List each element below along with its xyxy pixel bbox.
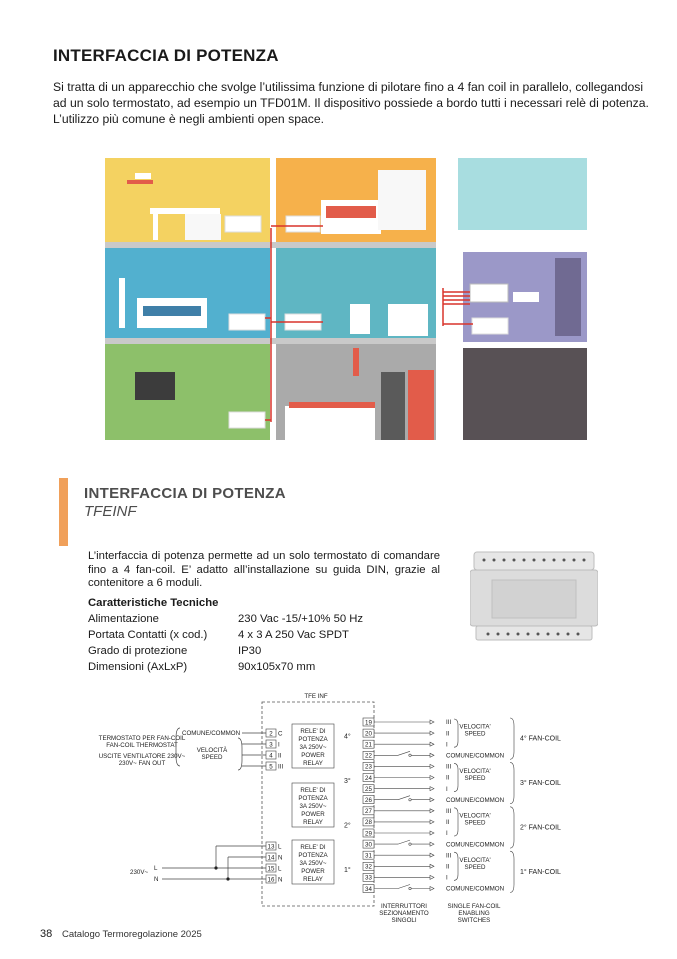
svg-text:RELE' DI: RELE' DI — [300, 844, 326, 851]
spec-label: Dimensioni (AxLxP) — [88, 661, 188, 673]
channel-rank: 2° — [344, 822, 351, 830]
speed-label: SPEED — [464, 730, 486, 738]
svg-text:RELE' DI: RELE' DI — [300, 787, 326, 794]
common-label: COMUNE/COMMON — [446, 752, 505, 760]
bottom-label-it: INTERRUTTORI — [381, 903, 427, 910]
terminal-tag: L — [278, 865, 282, 873]
terminal-tag: I — [278, 741, 280, 749]
terminal-number: 32 — [365, 863, 372, 871]
thermostat-label: TERMOSTATO PER FAN-COIL — [98, 735, 186, 742]
relay-block — [292, 724, 334, 768]
terminal-number: 19 — [365, 719, 372, 727]
svg-text:POTENZA: POTENZA — [298, 736, 328, 743]
velocita-label: VELOCITA' — [459, 812, 491, 820]
fancoil-label: 1° FAN-COIL — [520, 868, 561, 876]
velocita-label: VELOCITA' — [459, 723, 491, 731]
speed-label: SPEED — [464, 863, 486, 871]
supply-l: L — [154, 865, 158, 872]
spec-value: 90x105x70 mm — [238, 661, 316, 673]
terminal-number: 29 — [365, 830, 372, 838]
terminal-tag: III — [278, 763, 284, 771]
speed-mark: II — [446, 819, 450, 827]
outputs-label: USCITE VENTILATORE 230V~ — [98, 753, 186, 760]
speed-mark: I — [446, 741, 448, 749]
product-description: L’interfaccia di potenza permette ad un solo termostato di comandare fino a 4 fan-coil. E’ adatto all’installazione su guida DIN, grazie al contenitore a 6 moduli. — [88, 550, 440, 589]
bottom-label-it: SEZIONAMENTO — [379, 910, 429, 917]
fancoil-label: 3° FAN-COIL — [520, 780, 561, 788]
terminal-13: 13 — [267, 843, 275, 851]
specs-title: Caratteristiche Tecniche — [88, 597, 219, 609]
svg-text:POTENZA: POTENZA — [298, 852, 328, 859]
speed-label: SPEED — [464, 819, 486, 827]
speed-mark: II — [446, 730, 450, 738]
terminal-3: 3 — [269, 741, 273, 749]
fancoil-label: 4° FAN-COIL — [520, 735, 561, 743]
spec-label: Grado di protezione — [88, 645, 188, 657]
spec-value: IP30 — [238, 645, 262, 657]
bottom-label-it: SINGOLI — [391, 917, 417, 924]
spec-value: 230 Vac -15/+10% 50 Hz — [238, 613, 364, 625]
speed-mark: II — [446, 863, 450, 871]
svg-text:RELAY: RELAY — [303, 876, 323, 883]
speed-mark: III — [446, 719, 452, 727]
velocita-label: VELOCITA' — [459, 856, 491, 864]
speed-label: SPEED — [464, 775, 486, 783]
terminal-number: 22 — [365, 752, 372, 760]
velocita-label: VELOCITA' — [459, 768, 491, 776]
common-label: COMUNE/COMMON — [446, 885, 505, 893]
supply-n: N — [154, 876, 159, 883]
terminal-tag: L — [278, 843, 282, 851]
speed-label-it: VELOCITÀ — [196, 747, 228, 754]
terminal-number: 33 — [365, 874, 372, 882]
svg-text:3A 250V~: 3A 250V~ — [299, 860, 327, 867]
relay-block — [292, 840, 334, 884]
page-title: INTERFACCIA DI POTENZA — [53, 46, 279, 65]
svg-text:RELAY: RELAY — [303, 819, 323, 826]
footer-page-number: 38 — [40, 928, 53, 940]
terminal-4: 4 — [269, 752, 273, 760]
speed-mark: II — [446, 774, 450, 782]
spec-label: Portata Contatti (x cod.) — [88, 629, 208, 641]
svg-text:3A 250V~: 3A 250V~ — [299, 744, 327, 751]
svg-text:POWER: POWER — [301, 868, 325, 875]
common-label: COMUNE/COMMON — [446, 841, 505, 849]
box-title: TFE INF — [304, 693, 328, 700]
speed-mark: III — [446, 808, 452, 815]
terminal-2: 2 — [269, 730, 273, 738]
terminal-number: 24 — [365, 774, 372, 782]
terminal-tag: N — [278, 876, 283, 884]
terminal-number: 28 — [365, 819, 372, 827]
speed-mark: I — [446, 874, 448, 882]
terminal-number: 23 — [365, 763, 372, 771]
terminal-number: 20 — [365, 730, 372, 738]
terminal-number: 27 — [365, 808, 372, 816]
common-label: COMUNE/COMMON — [446, 796, 505, 804]
speed-label-en: SPEED — [201, 754, 223, 761]
svg-text:POWER: POWER — [301, 752, 325, 759]
bottom-label-en: SWITCHES — [457, 917, 491, 924]
bottom-label-en: SINGLE FAN-COIL — [447, 903, 501, 910]
intro-paragraph: Si tratta di un apparecchio che svolge l’utilissima funzione di pilotare fino a 4 fan coil in parallelo, collegandosi ad un solo termostato, ad esempio un TFD01M. Il dispositivo possiede a bordo tutti i necessari relè di potenza. L’utilizzo più comune è negli ambienti open space. — [53, 80, 649, 126]
terminal-16: 16 — [267, 876, 275, 884]
svg-text:POTENZA: POTENZA — [298, 795, 328, 802]
terminal-number: 21 — [365, 741, 372, 749]
spec-value: 4 x 3 A 250 Vac SPDT — [238, 629, 349, 641]
spec-label: Alimentazione — [88, 613, 159, 625]
speed-mark: III — [446, 852, 452, 860]
terminal-tag: N — [278, 854, 283, 862]
building-illustration — [105, 158, 587, 441]
footer-catalog: Catalogo Termoregolazione 2025 — [62, 929, 202, 940]
terminal-number: 25 — [365, 785, 372, 793]
svg-text:RELE' DI: RELE' DI — [300, 728, 326, 735]
product-title: INTERFACCIA DI POTENZA — [84, 485, 286, 502]
speed-mark: I — [446, 785, 448, 793]
terminal-tag: C — [278, 730, 283, 738]
svg-text:POWER: POWER — [301, 811, 325, 818]
thermostat-label-en: FAN-COIL THERMOSTAT — [106, 742, 178, 749]
supply-label: 230V~ — [130, 869, 149, 876]
terminal-15: 15 — [267, 865, 275, 873]
device-image — [470, 548, 598, 644]
channel-rank: 3° — [344, 778, 351, 786]
terminal-number: 26 — [365, 797, 372, 804]
bottom-label-en: ENABLING — [458, 910, 490, 917]
wiring-diagram — [80, 688, 600, 928]
channel-rank: 4° — [344, 733, 351, 741]
terminal-number: 34 — [365, 885, 372, 893]
fancoil-label: 2° FAN-COIL — [520, 824, 561, 832]
common-label: COMUNE/COMMON — [182, 730, 241, 737]
speed-mark: I — [446, 830, 448, 838]
speed-mark: III — [446, 763, 452, 771]
product-code: TFEINF — [84, 503, 137, 520]
terminal-14: 14 — [267, 854, 275, 862]
terminal-tag: II — [278, 752, 282, 760]
svg-text:RELAY: RELAY — [303, 760, 323, 767]
relay-block — [292, 783, 334, 827]
outputs-label-en: 230V~ FAN OUT — [118, 760, 166, 767]
channel-rank: 1° — [344, 866, 351, 874]
terminal-number: 31 — [365, 852, 372, 860]
terminal-5: 5 — [269, 763, 273, 771]
terminal-number: 30 — [365, 841, 372, 849]
svg-text:3A 250V~: 3A 250V~ — [299, 803, 327, 810]
accent-bar — [59, 478, 68, 546]
